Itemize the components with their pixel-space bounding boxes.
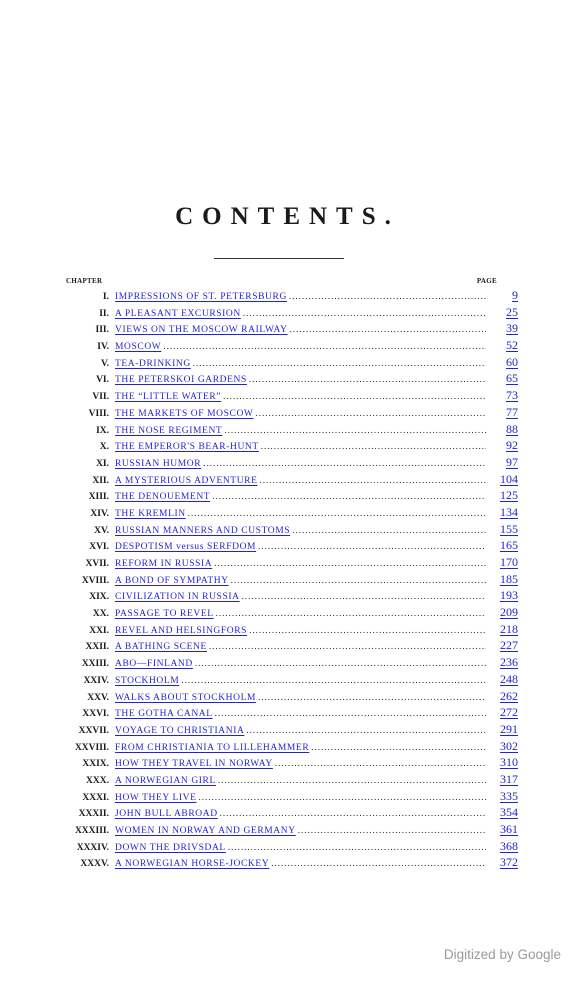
chapter-title-link[interactable]: WALKS ABOUT STOCKHOLM <box>115 692 257 703</box>
chapter-title-link[interactable]: HOW THEY LIVE <box>115 792 197 803</box>
chapter-title-link[interactable]: WOMEN IN NORWAY AND GERMANY <box>115 826 296 836</box>
toc-entry-body <box>115 705 486 723</box>
chapter-number: XXXI. <box>82 792 109 803</box>
page-number-link[interactable]: 60 <box>506 354 518 369</box>
dot-leader <box>260 472 486 489</box>
toc-entry-body <box>115 321 486 339</box>
toc-entry-body <box>115 505 486 523</box>
toc-entry <box>58 537 518 554</box>
toc-entry <box>58 571 518 588</box>
toc-entry <box>58 337 518 354</box>
dot-leader <box>216 605 486 622</box>
toc-entry-body <box>115 522 486 540</box>
toc-entry-body <box>115 739 486 757</box>
page-number-link[interactable]: 227 <box>500 638 518 653</box>
dot-leader <box>261 438 486 455</box>
chapter-title-link[interactable]: THE DENOUEMENT <box>115 492 211 503</box>
chapter-title-link[interactable]: THE GOTHA CANAL <box>115 709 213 720</box>
toc-entry-body <box>115 371 486 389</box>
chapter-number: XVI. <box>89 542 109 553</box>
chapter-number: XXIX. <box>82 759 109 770</box>
toc-entry <box>58 637 518 654</box>
page-number-link[interactable]: 165 <box>500 538 518 553</box>
toc-entry <box>58 454 518 471</box>
toc-entry-body <box>115 288 486 306</box>
chapter-number: XVIII. <box>81 575 109 586</box>
page-number-link[interactable]: 354 <box>500 805 518 820</box>
chapter-number: XII. <box>92 475 109 486</box>
page-number-link[interactable]: 302 <box>500 738 518 753</box>
chapter-title-link[interactable]: IMPRESSIONS OF ST. PETERSBURG <box>115 292 287 302</box>
toc-entry <box>58 788 518 805</box>
dot-leader <box>258 689 486 706</box>
chapter-number: XI. <box>96 458 109 469</box>
page-number-link[interactable]: 170 <box>500 555 518 569</box>
chapter-number: IV. <box>97 342 109 353</box>
chapter-number: I. <box>102 292 109 302</box>
toc-entry-body <box>115 638 486 656</box>
page-number-link[interactable]: 361 <box>500 822 518 836</box>
chapter-number: X. <box>99 442 109 453</box>
dot-leader <box>249 622 486 639</box>
dot-leader <box>243 305 486 322</box>
dot-leader <box>214 555 486 572</box>
toc-entry-body <box>115 572 486 590</box>
page-number-link[interactable]: 317 <box>500 771 518 786</box>
chapter-title-link[interactable]: VIEWS ON THE MOSCOW RAILWAY <box>115 325 288 336</box>
dot-leader <box>228 839 486 856</box>
toc-entry <box>58 654 518 671</box>
dot-leader <box>249 371 486 388</box>
chapter-title-link[interactable]: THE KREMLIN <box>115 508 186 519</box>
page-number-link[interactable]: 77 <box>506 404 518 419</box>
toc-entry-body <box>115 655 486 673</box>
chapter-title-link[interactable]: A NORWEGIAN HORSE-JOCKEY <box>115 859 270 870</box>
dot-leader <box>258 538 486 555</box>
toc-entry-body <box>115 438 486 456</box>
toc-entry <box>58 804 518 821</box>
chapter-title-link[interactable]: REFORM IN RUSSIA <box>115 559 213 569</box>
chapter-title-link[interactable]: PASSAGE TO REVEL <box>115 609 214 620</box>
toc-entry <box>58 437 518 454</box>
page-number-link[interactable]: 262 <box>500 688 518 703</box>
chapter-title-link[interactable]: DESPOTISM versus SERFDOM <box>115 542 257 553</box>
page-number-link[interactable]: 88 <box>506 421 518 436</box>
chapter-number: II. <box>99 308 109 319</box>
page-number-link[interactable]: 291 <box>500 721 518 736</box>
toc-entry <box>58 287 518 304</box>
dot-leader <box>209 638 486 655</box>
toc-entry <box>58 671 518 688</box>
dot-leader <box>199 789 487 806</box>
page-title: CONTENTS. <box>175 203 400 230</box>
toc-entry-body <box>115 338 486 356</box>
page-number-link[interactable]: 209 <box>500 605 518 620</box>
dot-leader <box>292 522 486 539</box>
toc-entry-body <box>115 622 486 640</box>
chapter-number: XXXIV. <box>76 842 109 853</box>
page-number-link[interactable]: 368 <box>500 838 518 853</box>
toc-entry <box>58 554 518 571</box>
toc-entry <box>58 404 518 421</box>
chapter-number: XXIII. <box>81 659 109 670</box>
chapter-number: XXXII. <box>78 809 109 820</box>
chapter-title-link[interactable]: THE “LITTLE WATER” <box>115 392 222 403</box>
page-number-link[interactable]: 125 <box>500 488 518 503</box>
page-number-link[interactable]: 9 <box>512 288 518 302</box>
page-number-link[interactable]: 104 <box>500 471 518 486</box>
toc-entry-body <box>115 555 486 573</box>
toc-entry-body <box>115 789 486 807</box>
chapter-title-link[interactable]: A PLEASANT EXCURSION <box>115 308 241 319</box>
page-number-link[interactable]: 155 <box>500 521 518 536</box>
page-number-link[interactable]: 218 <box>500 621 518 636</box>
dot-leader <box>224 422 486 439</box>
chapter-column-header: CHAPTER <box>66 277 103 285</box>
toc-entry <box>58 487 518 504</box>
toc-entry-body <box>115 488 486 506</box>
dot-leader <box>218 772 486 789</box>
page-number-link[interactable]: 73 <box>506 388 518 403</box>
toc-entry <box>58 688 518 705</box>
toc-entry-body <box>115 755 486 773</box>
page-number-link[interactable]: 193 <box>500 588 518 603</box>
page-number-link[interactable]: 134 <box>500 504 518 519</box>
page-number-link[interactable]: 185 <box>500 571 518 586</box>
toc-entry-body <box>115 822 486 840</box>
chapter-number: XXXIII. <box>74 826 109 836</box>
toc-entry <box>58 771 518 788</box>
chapter-title-link[interactable]: A BOND OF SYMPATHY <box>115 575 229 586</box>
toc-entry <box>58 320 518 337</box>
dot-leader <box>195 655 486 672</box>
chapter-title-link[interactable]: A NORWEGIAN GIRL <box>115 775 216 786</box>
dot-leader <box>275 755 486 772</box>
page-column-header: PAGE <box>476 277 497 285</box>
dot-leader <box>212 488 486 505</box>
chapter-title-link[interactable]: A BATHING SCENE <box>115 642 207 653</box>
chapter-number: XXIV. <box>83 675 109 686</box>
toc-entry <box>58 504 518 521</box>
chapter-number: XX. <box>92 609 109 620</box>
chapter-title-link[interactable]: RUSSIAN HUMOR <box>115 458 202 469</box>
toc-entry-body <box>115 305 486 323</box>
chapter-title-link[interactable]: THE MARKETS OF MOSCOW <box>115 408 254 419</box>
toc-entry <box>58 821 518 838</box>
chapter-number: XXVI. <box>82 709 109 720</box>
toc-entry <box>58 838 518 855</box>
toc-entry <box>58 854 518 871</box>
chapter-number: XXX. <box>86 775 109 786</box>
chapter-number: XIX. <box>89 592 109 603</box>
toc-entry <box>58 587 518 604</box>
toc-entry <box>58 421 518 438</box>
dot-leader <box>181 672 486 689</box>
chapter-number: IX. <box>96 425 109 436</box>
digitized-by-google-watermark: Digitized by Google <box>443 947 561 962</box>
toc-entry-body <box>115 839 486 857</box>
chapter-number: VII. <box>92 392 109 403</box>
toc-entry <box>58 604 518 621</box>
toc-entry-body <box>115 588 486 606</box>
toc-entry <box>58 354 518 371</box>
chapter-number: XXXV. <box>80 859 109 870</box>
toc-entry <box>58 621 518 638</box>
chapter-title-link[interactable]: REVEL AND HELSINGFORS <box>115 625 248 636</box>
dot-leader <box>188 505 486 522</box>
toc-entry-body <box>115 672 486 690</box>
dot-leader <box>290 321 486 338</box>
dot-leader <box>242 588 486 605</box>
toc-entry <box>58 471 518 488</box>
dot-leader <box>246 722 486 739</box>
chapter-title-link[interactable]: FROM CHRISTIANIA TO LILLEHAMMER <box>115 742 310 753</box>
page-number-link[interactable]: 65 <box>506 371 518 386</box>
dot-leader <box>298 822 486 839</box>
dot-leader <box>220 805 486 822</box>
toc-entry-body <box>115 388 486 406</box>
toc-entry <box>58 721 518 738</box>
toc-entry-body <box>115 805 486 823</box>
chapter-number: V. <box>100 358 109 369</box>
toc-entry <box>58 738 518 755</box>
dot-leader <box>193 355 486 372</box>
chapter-number: XV. <box>94 525 109 536</box>
page-number-link[interactable]: 248 <box>500 671 518 686</box>
chapter-title-link[interactable]: DOWN THE DRIVSDAL <box>115 842 226 853</box>
page-number-link[interactable]: 335 <box>500 788 518 803</box>
chapter-title-link[interactable]: JOHN BULL ABROAD <box>115 809 218 820</box>
chapter-title-link[interactable]: THE PETERSKOI GARDENS <box>115 375 247 386</box>
chapter-title-link[interactable]: TEA-DRINKING <box>115 358 191 369</box>
page-number-link[interactable]: 310 <box>500 755 518 770</box>
chapter-number: XXII. <box>85 642 109 653</box>
chapter-number: XXVII. <box>78 725 109 736</box>
chapter-number: VIII. <box>88 408 109 419</box>
toc-entry-body <box>115 355 486 373</box>
chapter-number: III. <box>95 325 109 336</box>
dot-leader <box>163 338 486 355</box>
dot-leader <box>289 288 486 305</box>
toc-entry <box>58 387 518 404</box>
toc-entry <box>58 370 518 387</box>
page-number-link[interactable]: 272 <box>500 705 518 720</box>
chapter-number: XIII. <box>88 492 109 503</box>
toc-entry <box>58 521 518 538</box>
page-number-link[interactable]: 25 <box>506 304 518 319</box>
chapter-number: XIV. <box>90 508 109 519</box>
title-divider <box>214 258 344 259</box>
toc-entry-body <box>115 455 486 473</box>
toc-entry-body <box>115 405 486 423</box>
toc-entry-body <box>115 422 486 440</box>
page-number-link[interactable]: 39 <box>506 321 518 336</box>
toc-entry <box>58 704 518 721</box>
chapter-number: XXVIII. <box>74 742 109 753</box>
toc-entry <box>58 754 518 771</box>
page-number-link[interactable]: 236 <box>500 655 518 670</box>
toc-entry-body <box>115 538 486 556</box>
chapter-number: XXI. <box>89 625 109 636</box>
dot-leader <box>203 455 486 472</box>
chapter-title-link[interactable]: VOYAGE TO CHRISTIANIA <box>115 725 245 736</box>
chapter-title-link[interactable]: RUSSIAN MANNERS AND CUSTOMS <box>115 525 291 536</box>
dot-leader <box>215 705 486 722</box>
page-number-link[interactable]: 97 <box>506 454 518 469</box>
chapter-title-link[interactable]: CIVILIZATION IN RUSSIA <box>115 592 240 603</box>
page-number-link[interactable]: 92 <box>506 438 518 453</box>
table-of-contents <box>58 287 518 871</box>
page-number-link[interactable]: 52 <box>506 338 518 353</box>
toc-entry <box>58 304 518 321</box>
toc-entry-body <box>115 772 486 790</box>
toc-entry-body <box>115 855 486 873</box>
dot-leader <box>231 572 486 589</box>
chapter-title-link[interactable]: ABO—FINLAND <box>115 659 193 670</box>
toc-entry-body <box>115 722 486 740</box>
dot-leader <box>271 855 486 872</box>
chapter-title-link[interactable]: MOSCOW <box>115 342 162 353</box>
chapter-number: XVII. <box>85 559 109 569</box>
chapter-title-link[interactable]: STOCKHOLM <box>115 675 180 686</box>
dot-leader <box>311 739 486 756</box>
page-number-link[interactable]: 372 <box>500 855 518 870</box>
toc-entry-body <box>115 605 486 623</box>
chapter-title-link[interactable]: THE EMPEROR'S BEAR-HUNT <box>115 442 259 453</box>
toc-entry-body <box>115 472 486 490</box>
dot-leader <box>223 388 486 405</box>
dot-leader <box>255 405 486 422</box>
chapter-number: XXV. <box>87 692 109 703</box>
chapter-title-link[interactable]: THE NOSE REGIMENT <box>115 425 223 436</box>
chapter-title-link[interactable]: A MYSTERIOUS ADVENTURE <box>115 475 258 486</box>
chapter-title-link[interactable]: HOW THEY TRAVEL IN NORWAY <box>115 759 273 770</box>
chapter-number: VI. <box>96 375 109 386</box>
toc-entry-body <box>115 689 486 707</box>
